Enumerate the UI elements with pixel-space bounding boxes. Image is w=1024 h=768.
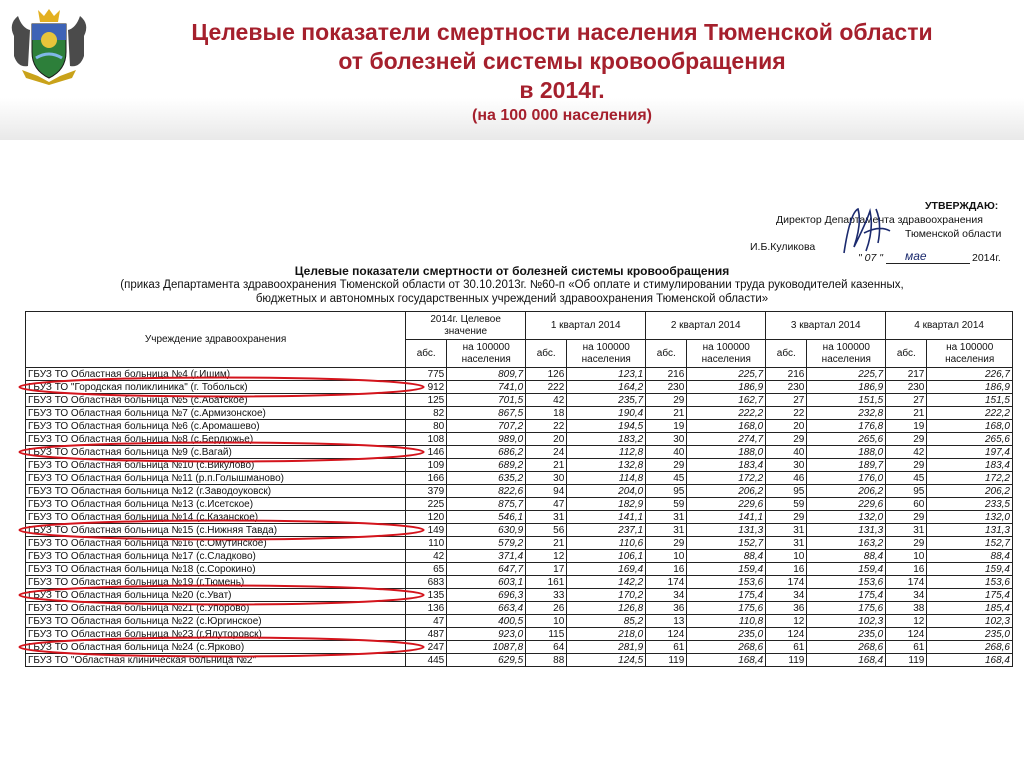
- rate-cell: 168,4: [927, 654, 1013, 667]
- rate-cell: 281,9: [567, 641, 646, 654]
- abs-cell: 26: [526, 602, 567, 615]
- rate-cell: 875,7: [447, 498, 526, 511]
- institution-name: ГБУЗ ТО Областная больница №5 (с.Абатское): [26, 394, 406, 407]
- abs-cell: 95: [766, 485, 807, 498]
- abs-cell: 95: [646, 485, 687, 498]
- rate-cell: 142,2: [567, 576, 646, 589]
- rate-cell: 175,6: [807, 602, 886, 615]
- abs-cell: 29: [766, 433, 807, 446]
- rate-cell: 186,9: [807, 381, 886, 394]
- rate-cell: 696,3: [447, 589, 526, 602]
- rate-cell: 265,6: [807, 433, 886, 446]
- document-subtitle-line-2: бюджетных и автономных государственных учреждений здравоохранения Тюменской области»: [255, 293, 769, 305]
- abs-cell: 217: [886, 368, 927, 381]
- abs-cell: 34: [766, 589, 807, 602]
- subheader-abs: абс.: [886, 340, 927, 368]
- abs-cell: 230: [766, 381, 807, 394]
- abs-cell: 10: [766, 550, 807, 563]
- rate-cell: 206,2: [927, 485, 1013, 498]
- abs-cell: 125: [406, 394, 447, 407]
- rate-cell: 168,4: [807, 654, 886, 667]
- institution-name: ГБУЗ ТО "Областная клиническая больница №2": [26, 654, 406, 667]
- institution-name: ГБУЗ ТО Областная больница №23 (г.Ялуторовск): [26, 628, 406, 641]
- abs-cell: 12: [886, 615, 927, 628]
- subheader-rate: на 100000 населения: [687, 340, 766, 368]
- abs-cell: 136: [406, 602, 447, 615]
- rate-cell: 153,6: [687, 576, 766, 589]
- institution-name: ГБУЗ ТО Областная больница №12 (г.Заводоуковск): [26, 485, 406, 498]
- rate-cell: 197,4: [927, 446, 1013, 459]
- abs-cell: 108: [406, 433, 447, 446]
- header-q2: 2 квартал 2014: [646, 312, 766, 340]
- rate-cell: 235,0: [807, 628, 886, 641]
- rate-cell: 206,2: [807, 485, 886, 498]
- abs-cell: 29: [886, 459, 927, 472]
- abs-cell: 36: [766, 602, 807, 615]
- institution-name: ГБУЗ ТО Областная больница №24 (с.Ярково): [26, 641, 406, 654]
- rate-cell: 131,3: [687, 524, 766, 537]
- highlight-oval: [20, 521, 424, 540]
- rate-cell: 88,4: [807, 550, 886, 563]
- rate-cell: 701,5: [447, 394, 526, 407]
- abs-cell: 30: [646, 433, 687, 446]
- institution-name: ГБУЗ ТО Областная больница №22 (с.Юргинское): [26, 615, 406, 628]
- rate-cell: 206,2: [687, 485, 766, 498]
- rate-cell: 989,0: [447, 433, 526, 446]
- institution-name: ГБУЗ ТО Областная больница №7 (с.Армизонское): [26, 407, 406, 420]
- abs-cell: 59: [646, 498, 687, 511]
- rate-cell: 204,0: [567, 485, 646, 498]
- rate-cell: 162,7: [687, 394, 766, 407]
- rate-cell: 235,0: [687, 628, 766, 641]
- abs-cell: 94: [526, 485, 567, 498]
- rate-cell: 686,2: [447, 446, 526, 459]
- abs-cell: 95: [886, 485, 927, 498]
- rate-cell: 124,5: [567, 654, 646, 667]
- institution-name: ГБУЗ ТО Областная больница №19 (г.Тюмень): [26, 576, 406, 589]
- approve-label: УТВЕРЖДАЮ:: [925, 200, 999, 212]
- approver-position-line-2: Тюменской области: [905, 228, 1002, 240]
- rate-cell: 274,7: [687, 433, 766, 446]
- rate-cell: 182,9: [567, 498, 646, 511]
- approval-date-month: мае: [905, 249, 927, 263]
- rate-cell: 647,7: [447, 563, 526, 576]
- abs-cell: 42: [886, 446, 927, 459]
- abs-cell: 149: [406, 524, 447, 537]
- rate-cell: 923,0: [447, 628, 526, 641]
- rate-cell: 741,0: [447, 381, 526, 394]
- rate-cell: 164,2: [567, 381, 646, 394]
- abs-cell: 18: [526, 407, 567, 420]
- rate-cell: 175,6: [687, 602, 766, 615]
- rate-cell: 102,3: [927, 615, 1013, 628]
- rate-cell: 176,8: [807, 420, 886, 433]
- institution-name: ГБУЗ ТО "Городская поликлиника" (г. Тобольск): [26, 381, 406, 394]
- rate-cell: 371,4: [447, 550, 526, 563]
- highlight-oval: [20, 443, 424, 462]
- abs-cell: 119: [646, 654, 687, 667]
- rate-cell: 85,2: [567, 615, 646, 628]
- highlight-oval: [20, 586, 424, 605]
- title-line-2: от болезней системы кровообращения: [338, 48, 786, 74]
- abs-cell: 31: [646, 511, 687, 524]
- rate-cell: 235,0: [927, 628, 1013, 641]
- rate-cell: 168,0: [687, 420, 766, 433]
- rate-cell: 151,5: [807, 394, 886, 407]
- abs-cell: 110: [406, 537, 447, 550]
- approver-position-line-1: Директор Департамента здравоохранения: [776, 214, 983, 226]
- abs-cell: 30: [766, 459, 807, 472]
- abs-cell: 82: [406, 407, 447, 420]
- abs-cell: 124: [766, 628, 807, 641]
- rate-cell: 159,4: [807, 563, 886, 576]
- abs-cell: 174: [766, 576, 807, 589]
- rate-cell: 110,8: [687, 615, 766, 628]
- header-q1: 1 квартал 2014: [526, 312, 646, 340]
- abs-cell: 683: [406, 576, 447, 589]
- subheader-rate: на 100000 населения: [447, 340, 526, 368]
- institution-name: ГБУЗ ТО Областная больница №11 (р.п.Голышманово): [26, 472, 406, 485]
- abs-cell: 20: [766, 420, 807, 433]
- abs-cell: 120: [406, 511, 447, 524]
- abs-cell: 27: [886, 394, 927, 407]
- rate-cell: 123,1: [567, 368, 646, 381]
- abs-cell: 31: [646, 524, 687, 537]
- abs-cell: 225: [406, 498, 447, 511]
- abs-cell: 34: [646, 589, 687, 602]
- rate-cell: 176,0: [807, 472, 886, 485]
- rate-cell: 265,6: [927, 433, 1013, 446]
- abs-cell: 21: [886, 407, 927, 420]
- rate-cell: 579,2: [447, 537, 526, 550]
- abs-cell: 29: [646, 537, 687, 550]
- abs-cell: 10: [646, 550, 687, 563]
- rate-cell: 186,9: [687, 381, 766, 394]
- institution-name: ГБУЗ ТО Областная больница №16 (с.Омутинское): [26, 537, 406, 550]
- abs-cell: 61: [886, 641, 927, 654]
- institution-name: ГБУЗ ТО Областная больница №20 (с.Уват): [26, 589, 406, 602]
- abs-cell: 56: [526, 524, 567, 537]
- abs-cell: 124: [886, 628, 927, 641]
- abs-cell: 20: [526, 433, 567, 446]
- rate-cell: 237,1: [567, 524, 646, 537]
- rate-cell: 1087,8: [447, 641, 526, 654]
- rate-cell: 183,2: [567, 433, 646, 446]
- abs-cell: 216: [646, 368, 687, 381]
- rate-cell: 233,5: [927, 498, 1013, 511]
- abs-cell: 216: [766, 368, 807, 381]
- abs-cell: 29: [886, 537, 927, 550]
- rate-cell: 190,4: [567, 407, 646, 420]
- rate-cell: 400,5: [447, 615, 526, 628]
- institution-name: ГБУЗ ТО Областная больница №8 (с.Бердюжье): [26, 433, 406, 446]
- abs-cell: 29: [646, 459, 687, 472]
- abs-cell: 10: [886, 550, 927, 563]
- abs-cell: 222: [526, 381, 567, 394]
- abs-cell: 119: [886, 654, 927, 667]
- rate-cell: 172,2: [927, 472, 1013, 485]
- document-subtitle-line-1: (приказ Департамента здравоохранения Тюменской области от 30.10.2013г. №60-п «Об оплате и стимулировании труда руководителей казенных,: [120, 279, 904, 291]
- rate-cell: 546,1: [447, 511, 526, 524]
- rate-cell: 222,2: [927, 407, 1013, 420]
- institution-name: ГБУЗ ТО Областная больница №17 (с.Сладково): [26, 550, 406, 563]
- abs-cell: 161: [526, 576, 567, 589]
- rate-cell: 235,7: [567, 394, 646, 407]
- abs-cell: 21: [526, 537, 567, 550]
- abs-cell: 29: [766, 511, 807, 524]
- abs-cell: 42: [526, 394, 567, 407]
- header-target: 2014г. Целевое значение: [406, 312, 526, 340]
- abs-cell: 115: [526, 628, 567, 641]
- abs-cell: 230: [646, 381, 687, 394]
- abs-cell: 29: [886, 511, 927, 524]
- rate-cell: 114,8: [567, 472, 646, 485]
- approver-name: И.Б.Куликова: [750, 241, 816, 253]
- abs-cell: 60: [886, 498, 927, 511]
- document-title: Целевые показатели смертности от болезней системы кровообращения: [294, 264, 730, 278]
- abs-cell: 27: [766, 394, 807, 407]
- abs-cell: 109: [406, 459, 447, 472]
- abs-cell: 61: [646, 641, 687, 654]
- rate-cell: 153,6: [807, 576, 886, 589]
- rate-cell: 106,1: [567, 550, 646, 563]
- abs-cell: 29: [646, 394, 687, 407]
- abs-cell: 31: [766, 537, 807, 550]
- abs-cell: 47: [526, 498, 567, 511]
- abs-cell: 146: [406, 446, 447, 459]
- abs-cell: 16: [886, 563, 927, 576]
- rate-cell: 168,4: [687, 654, 766, 667]
- rate-cell: 132,0: [927, 511, 1013, 524]
- abs-cell: 12: [526, 550, 567, 563]
- rate-cell: 186,9: [927, 381, 1013, 394]
- abs-cell: 80: [406, 420, 447, 433]
- abs-cell: 135: [406, 589, 447, 602]
- rate-cell: 188,0: [807, 446, 886, 459]
- rate-cell: 132,0: [807, 511, 886, 524]
- rate-cell: 131,3: [807, 524, 886, 537]
- subheader-rate: на 100000 населения: [567, 340, 646, 368]
- rate-cell: 232,8: [807, 407, 886, 420]
- header-institution: Учреждение здравоохранения: [26, 312, 406, 368]
- rate-cell: 222,2: [687, 407, 766, 420]
- abs-cell: 12: [766, 615, 807, 628]
- rate-cell: 102,3: [807, 615, 886, 628]
- abs-cell: 174: [646, 576, 687, 589]
- abs-cell: 22: [526, 420, 567, 433]
- rate-cell: 268,6: [687, 641, 766, 654]
- abs-cell: 247: [406, 641, 447, 654]
- rate-cell: 153,6: [927, 576, 1013, 589]
- subheader-rate: на 100000 населения: [807, 340, 886, 368]
- abs-cell: 22: [766, 407, 807, 420]
- abs-cell: 119: [766, 654, 807, 667]
- institution-name: ГБУЗ ТО Областная больница №10 (с.Викулово): [26, 459, 406, 472]
- institution-name: ГБУЗ ТО Областная больница №4 (г.Ишим): [26, 368, 406, 381]
- rate-cell: 194,5: [567, 420, 646, 433]
- abs-cell: 46: [766, 472, 807, 485]
- institution-name: ГБУЗ ТО Областная больница №14 (с.Казанское): [26, 511, 406, 524]
- abs-cell: 45: [646, 472, 687, 485]
- abs-cell: 31: [886, 524, 927, 537]
- rate-cell: 126,8: [567, 602, 646, 615]
- abs-cell: 21: [646, 407, 687, 420]
- abs-cell: 17: [526, 563, 567, 576]
- rate-cell: 159,4: [927, 563, 1013, 576]
- approval-date-day: " 07 ": [858, 252, 883, 264]
- rate-cell: 183,4: [927, 459, 1013, 472]
- header-q3: 3 квартал 2014: [766, 312, 886, 340]
- abs-cell: 45: [886, 472, 927, 485]
- abs-cell: 40: [766, 446, 807, 459]
- abs-cell: 126: [526, 368, 567, 381]
- title-line-3: в 2014г.: [519, 77, 605, 103]
- abs-cell: 124: [646, 628, 687, 641]
- rate-cell: 603,1: [447, 576, 526, 589]
- rate-cell: 809,7: [447, 368, 526, 381]
- rate-cell: 189,7: [807, 459, 886, 472]
- rate-cell: 635,2: [447, 472, 526, 485]
- rate-cell: 168,0: [927, 420, 1013, 433]
- subheader-abs: абс.: [406, 340, 447, 368]
- rate-cell: 225,7: [807, 368, 886, 381]
- abs-cell: 24: [526, 446, 567, 459]
- abs-cell: 29: [886, 433, 927, 446]
- rate-cell: 159,4: [687, 563, 766, 576]
- rate-cell: 132,8: [567, 459, 646, 472]
- abs-cell: 61: [766, 641, 807, 654]
- institution-name: ГБУЗ ТО Областная больница №13 (с.Исетское): [26, 498, 406, 511]
- rate-cell: 175,4: [927, 589, 1013, 602]
- rate-cell: 152,7: [927, 537, 1013, 550]
- rate-cell: 225,7: [687, 368, 766, 381]
- abs-cell: 38: [886, 602, 927, 615]
- rate-cell: 163,2: [807, 537, 886, 550]
- rate-cell: 183,4: [687, 459, 766, 472]
- rate-cell: 141,1: [687, 511, 766, 524]
- rate-cell: 822,6: [447, 485, 526, 498]
- abs-cell: 65: [406, 563, 447, 576]
- rate-cell: 663,4: [447, 602, 526, 615]
- abs-cell: 88: [526, 654, 567, 667]
- rate-cell: 172,2: [687, 472, 766, 485]
- rate-cell: 112,8: [567, 446, 646, 459]
- abs-cell: 64: [526, 641, 567, 654]
- abs-cell: 47: [406, 615, 447, 628]
- rate-cell: 218,0: [567, 628, 646, 641]
- abs-cell: 19: [646, 420, 687, 433]
- abs-cell: 912: [406, 381, 447, 394]
- abs-cell: 31: [766, 524, 807, 537]
- header-q4: 4 квартал 2014: [886, 312, 1013, 340]
- abs-cell: 19: [886, 420, 927, 433]
- rate-cell: 268,6: [807, 641, 886, 654]
- rate-cell: 131,3: [927, 524, 1013, 537]
- highlight-oval: [20, 378, 424, 397]
- abs-cell: 10: [526, 615, 567, 628]
- institution-name: ГБУЗ ТО Областная больница №15 (с.Нижняя Тавда): [26, 524, 406, 537]
- title-subtitle: (на 100 000 населения): [472, 107, 652, 124]
- institution-name: ГБУЗ ТО Областная больница №9 (с.Вагай): [26, 446, 406, 459]
- rate-cell: 629,5: [447, 654, 526, 667]
- abs-cell: 16: [766, 563, 807, 576]
- subheader-abs: абс.: [526, 340, 567, 368]
- highlight-oval: [20, 638, 424, 657]
- rate-cell: 170,2: [567, 589, 646, 602]
- abs-cell: 445: [406, 654, 447, 667]
- rate-cell: 630,9: [447, 524, 526, 537]
- approval-date-year: 2014г.: [972, 252, 1001, 264]
- abs-cell: 21: [526, 459, 567, 472]
- rate-cell: 226,7: [927, 368, 1013, 381]
- abs-cell: 36: [646, 602, 687, 615]
- title-line-1: Целевые показатели смертности населения Тюменской области: [191, 19, 933, 45]
- rate-cell: 229,6: [807, 498, 886, 511]
- rate-cell: 175,4: [807, 589, 886, 602]
- institution-name: ГБУЗ ТО Областная больница №21 (с.Упорово): [26, 602, 406, 615]
- abs-cell: 379: [406, 485, 447, 498]
- rate-cell: 175,4: [687, 589, 766, 602]
- abs-cell: 775: [406, 368, 447, 381]
- rate-cell: 141,1: [567, 511, 646, 524]
- rate-cell: 268,6: [927, 641, 1013, 654]
- institution-name: ГБУЗ ТО Областная больница №18 (с.Сорокино): [26, 563, 406, 576]
- abs-cell: 59: [766, 498, 807, 511]
- abs-cell: 13: [646, 615, 687, 628]
- rate-cell: 188,0: [687, 446, 766, 459]
- rate-cell: 152,7: [687, 537, 766, 550]
- rate-cell: 707,2: [447, 420, 526, 433]
- abs-cell: 174: [886, 576, 927, 589]
- rate-cell: 185,4: [927, 602, 1013, 615]
- abs-cell: 30: [526, 472, 567, 485]
- rate-cell: 110,6: [567, 537, 646, 550]
- rate-cell: 229,6: [687, 498, 766, 511]
- abs-cell: 487: [406, 628, 447, 641]
- rate-cell: 867,5: [447, 407, 526, 420]
- rate-cell: 169,4: [567, 563, 646, 576]
- abs-cell: 40: [646, 446, 687, 459]
- abs-cell: 31: [526, 511, 567, 524]
- rate-cell: 88,4: [927, 550, 1013, 563]
- abs-cell: 166: [406, 472, 447, 485]
- subheader-abs: абс.: [766, 340, 807, 368]
- subheader-rate: на 100000 населения: [927, 340, 1013, 368]
- institution-name: ГБУЗ ТО Областная больница №6 (с.Аромашево): [26, 420, 406, 433]
- rate-cell: 689,2: [447, 459, 526, 472]
- abs-cell: 42: [406, 550, 447, 563]
- abs-cell: 33: [526, 589, 567, 602]
- rate-cell: 88,4: [687, 550, 766, 563]
- abs-cell: 34: [886, 589, 927, 602]
- abs-cell: 230: [886, 381, 927, 394]
- rate-cell: 151,5: [927, 394, 1013, 407]
- subheader-abs: абс.: [646, 340, 687, 368]
- abs-cell: 16: [646, 563, 687, 576]
